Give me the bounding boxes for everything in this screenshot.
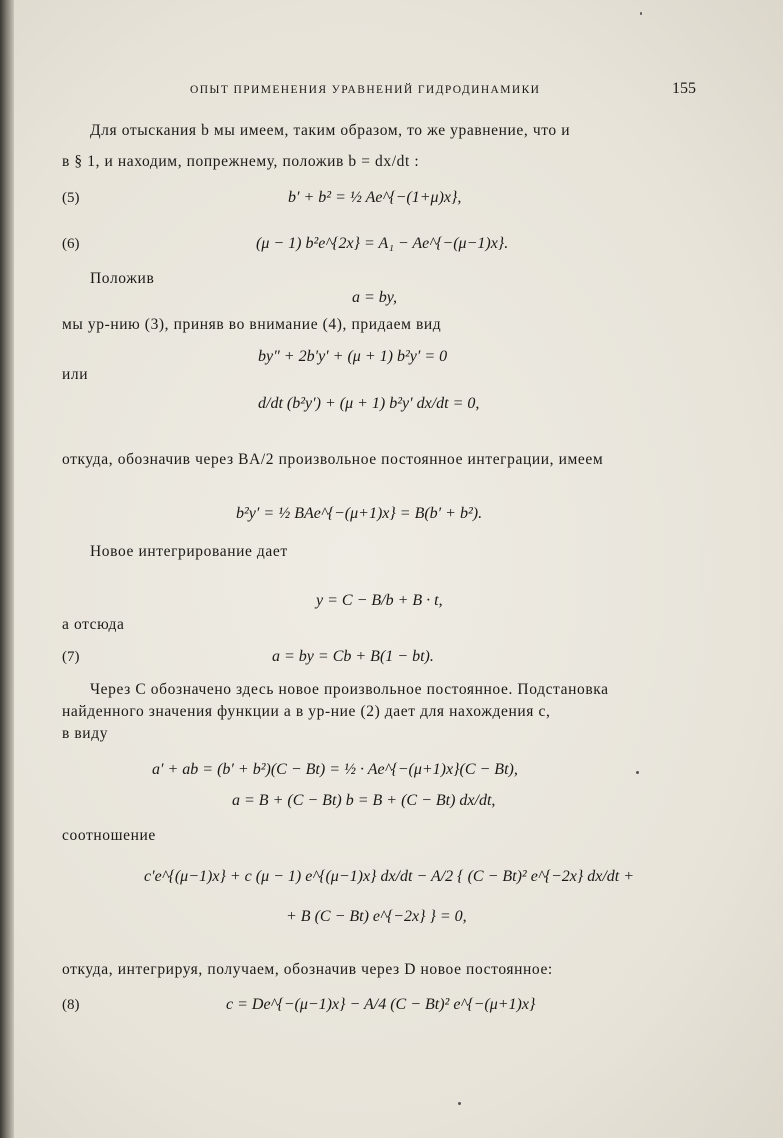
equation-7-number: (7) [62, 649, 80, 665]
equation-5-number: (5) [62, 190, 80, 206]
equation-6-number: (6) [62, 236, 80, 252]
equation-c-line-2: + B (C − Bt) e^{−2x} } = 0, [286, 908, 467, 925]
paragraph-1-line-1: Для отыскания b мы имеем, таким образом, то же уравнение, что и [90, 122, 571, 139]
word-otsyuda: а отсюда [62, 616, 125, 633]
word-sootnoshenie: соотношение [62, 827, 156, 844]
equation-6: (μ − 1) b²e^{2x} = A₁ − Ae^{−(μ−1)x}. [256, 235, 509, 252]
running-header [190, 80, 696, 100]
equation-8-number: (8) [62, 997, 80, 1013]
paragraph-2: мы ур-нию (3), приняв во внимание (4), придаем вид [62, 316, 442, 333]
paragraph-5-line-3: в виду [62, 725, 109, 742]
page-binding-edge [0, 0, 14, 1138]
paper-speck [458, 1102, 461, 1105]
paper-speck [640, 12, 642, 15]
equation-b2y: b²y′ = ½ BAe^{−(μ+1)x} = B(b′ + b²). [236, 505, 483, 522]
word-ili: или [62, 366, 89, 383]
paper-speck [636, 771, 639, 774]
page-number: 155 [672, 80, 696, 97]
equation-a-prime: a′ + ab = (b′ + b²)(C − Bt) = ½ · Ae^{−(μ+1)x}(C − Bt), [152, 761, 518, 778]
paragraph-3: откуда, обозначив через BA/2 произвольное постоянное интеграции, имеем [62, 451, 604, 468]
paragraph-6: откуда, интегрируя, получаем, обозначив через D новое постоянное: [62, 961, 553, 978]
equation-5: b′ + b² = ½ Ae^{−(1+μ)x}, [288, 189, 462, 206]
equation-8: c = De^{−(μ−1)x} − A/4 (C − Bt)² e^{−(μ+1)x} [226, 996, 536, 1013]
word-polozhiv: Положив [90, 270, 155, 287]
header-title: ОПЫТ ПРИМЕНЕНИЯ УРАВНЕНИЙ ГИДРОДИНАМИКИ [190, 84, 541, 96]
equation-derivative-form: d/dt (b²y′) + (μ + 1) b²y′ dx/dt = 0, [258, 395, 480, 412]
equation-a: a = B + (C − Bt) b = B + (C − Bt) dx/dt, [232, 792, 496, 809]
equation-y: y = C − B/b + B · t, [316, 592, 443, 609]
paragraph-5-line-2: найденного значения функции a в ур-ние (2) дает для нахождения c, [62, 703, 551, 720]
equation-7: a = by = Cb + B(1 − bt). [272, 648, 434, 665]
paragraph-5-line-1: Через C обозначено здесь новое произвольное постоянное. Подстановка [90, 681, 609, 698]
equation-c-line-1: c′e^{(μ−1)x} + c (μ − 1) e^{(μ−1)x} dx/dt − A/2 { (C − Bt)² e^{−2x} dx/dt + [144, 868, 635, 885]
paragraph-1-line-2: в § 1, и находим, попрежнему, положив b = dx/dt : [62, 153, 420, 170]
paragraph-4: Новое интегрирование дает [90, 543, 288, 560]
equation-a-by: a = by, [352, 289, 398, 306]
equation-second-order: by″ + 2b′y′ + (μ + 1) b²y′ = 0 [258, 348, 448, 365]
